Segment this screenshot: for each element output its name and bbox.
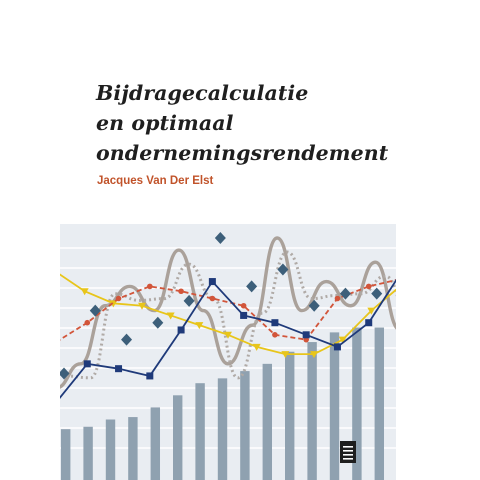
navy-point [115,365,122,372]
red-point [84,320,90,326]
red-point [241,303,247,309]
bar [83,427,92,480]
navy-point [84,360,91,367]
title-line-2: en optimaal [96,111,234,135]
red-point [366,284,372,290]
red-point [116,296,122,302]
navy-point [240,312,247,319]
navy-point [334,343,341,350]
bar [218,378,227,480]
title-line-1: Bijdragecalculatie [96,81,309,105]
book-title [96,78,456,168]
bar [330,332,339,480]
bar [61,429,70,480]
red-point [178,288,184,294]
bar [151,407,160,480]
navy-point [271,319,278,326]
bar [173,395,182,480]
navy-point [178,326,185,333]
navy-point [365,319,372,326]
navy-point [303,331,310,338]
navy-point [146,372,153,379]
red-point [147,284,153,290]
bar [128,417,137,480]
title-line-3: ondernemingsrendement [96,141,389,165]
bar [307,342,316,480]
red-point [272,332,278,338]
bar [195,383,204,480]
bar [106,420,115,480]
publisher-logo [340,441,356,463]
red-point [210,296,216,302]
bar [375,328,384,480]
bar [285,352,294,480]
bar [240,371,249,480]
navy-point [209,278,216,285]
author-name: Jacques Van Der Elst [97,175,214,187]
red-point [335,296,341,302]
bar [263,364,272,480]
